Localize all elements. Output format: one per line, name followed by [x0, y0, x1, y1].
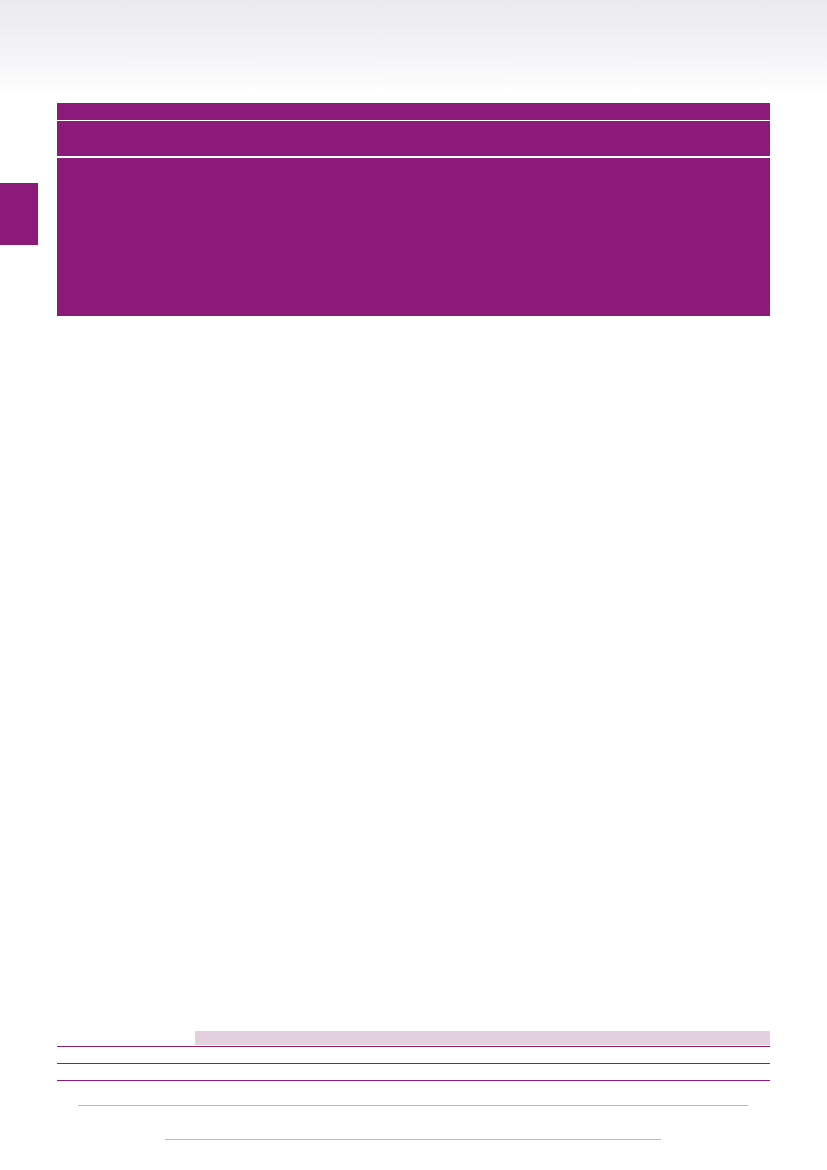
group-header-row [57, 121, 770, 156]
group-foreign [537, 125, 627, 137]
subtotal-row [195, 1031, 770, 1045]
footer-divider [78, 1105, 748, 1106]
header-background [0, 0, 827, 95]
category-label [62, 667, 187, 679]
footer-divider-2 [165, 1139, 661, 1140]
total-row [57, 1046, 770, 1064]
side-chapter-tab [0, 183, 38, 245]
table-end-line [57, 1080, 770, 1081]
table-title [57, 103, 770, 120]
column-header-row [57, 158, 770, 316]
page-title [150, 54, 158, 81]
